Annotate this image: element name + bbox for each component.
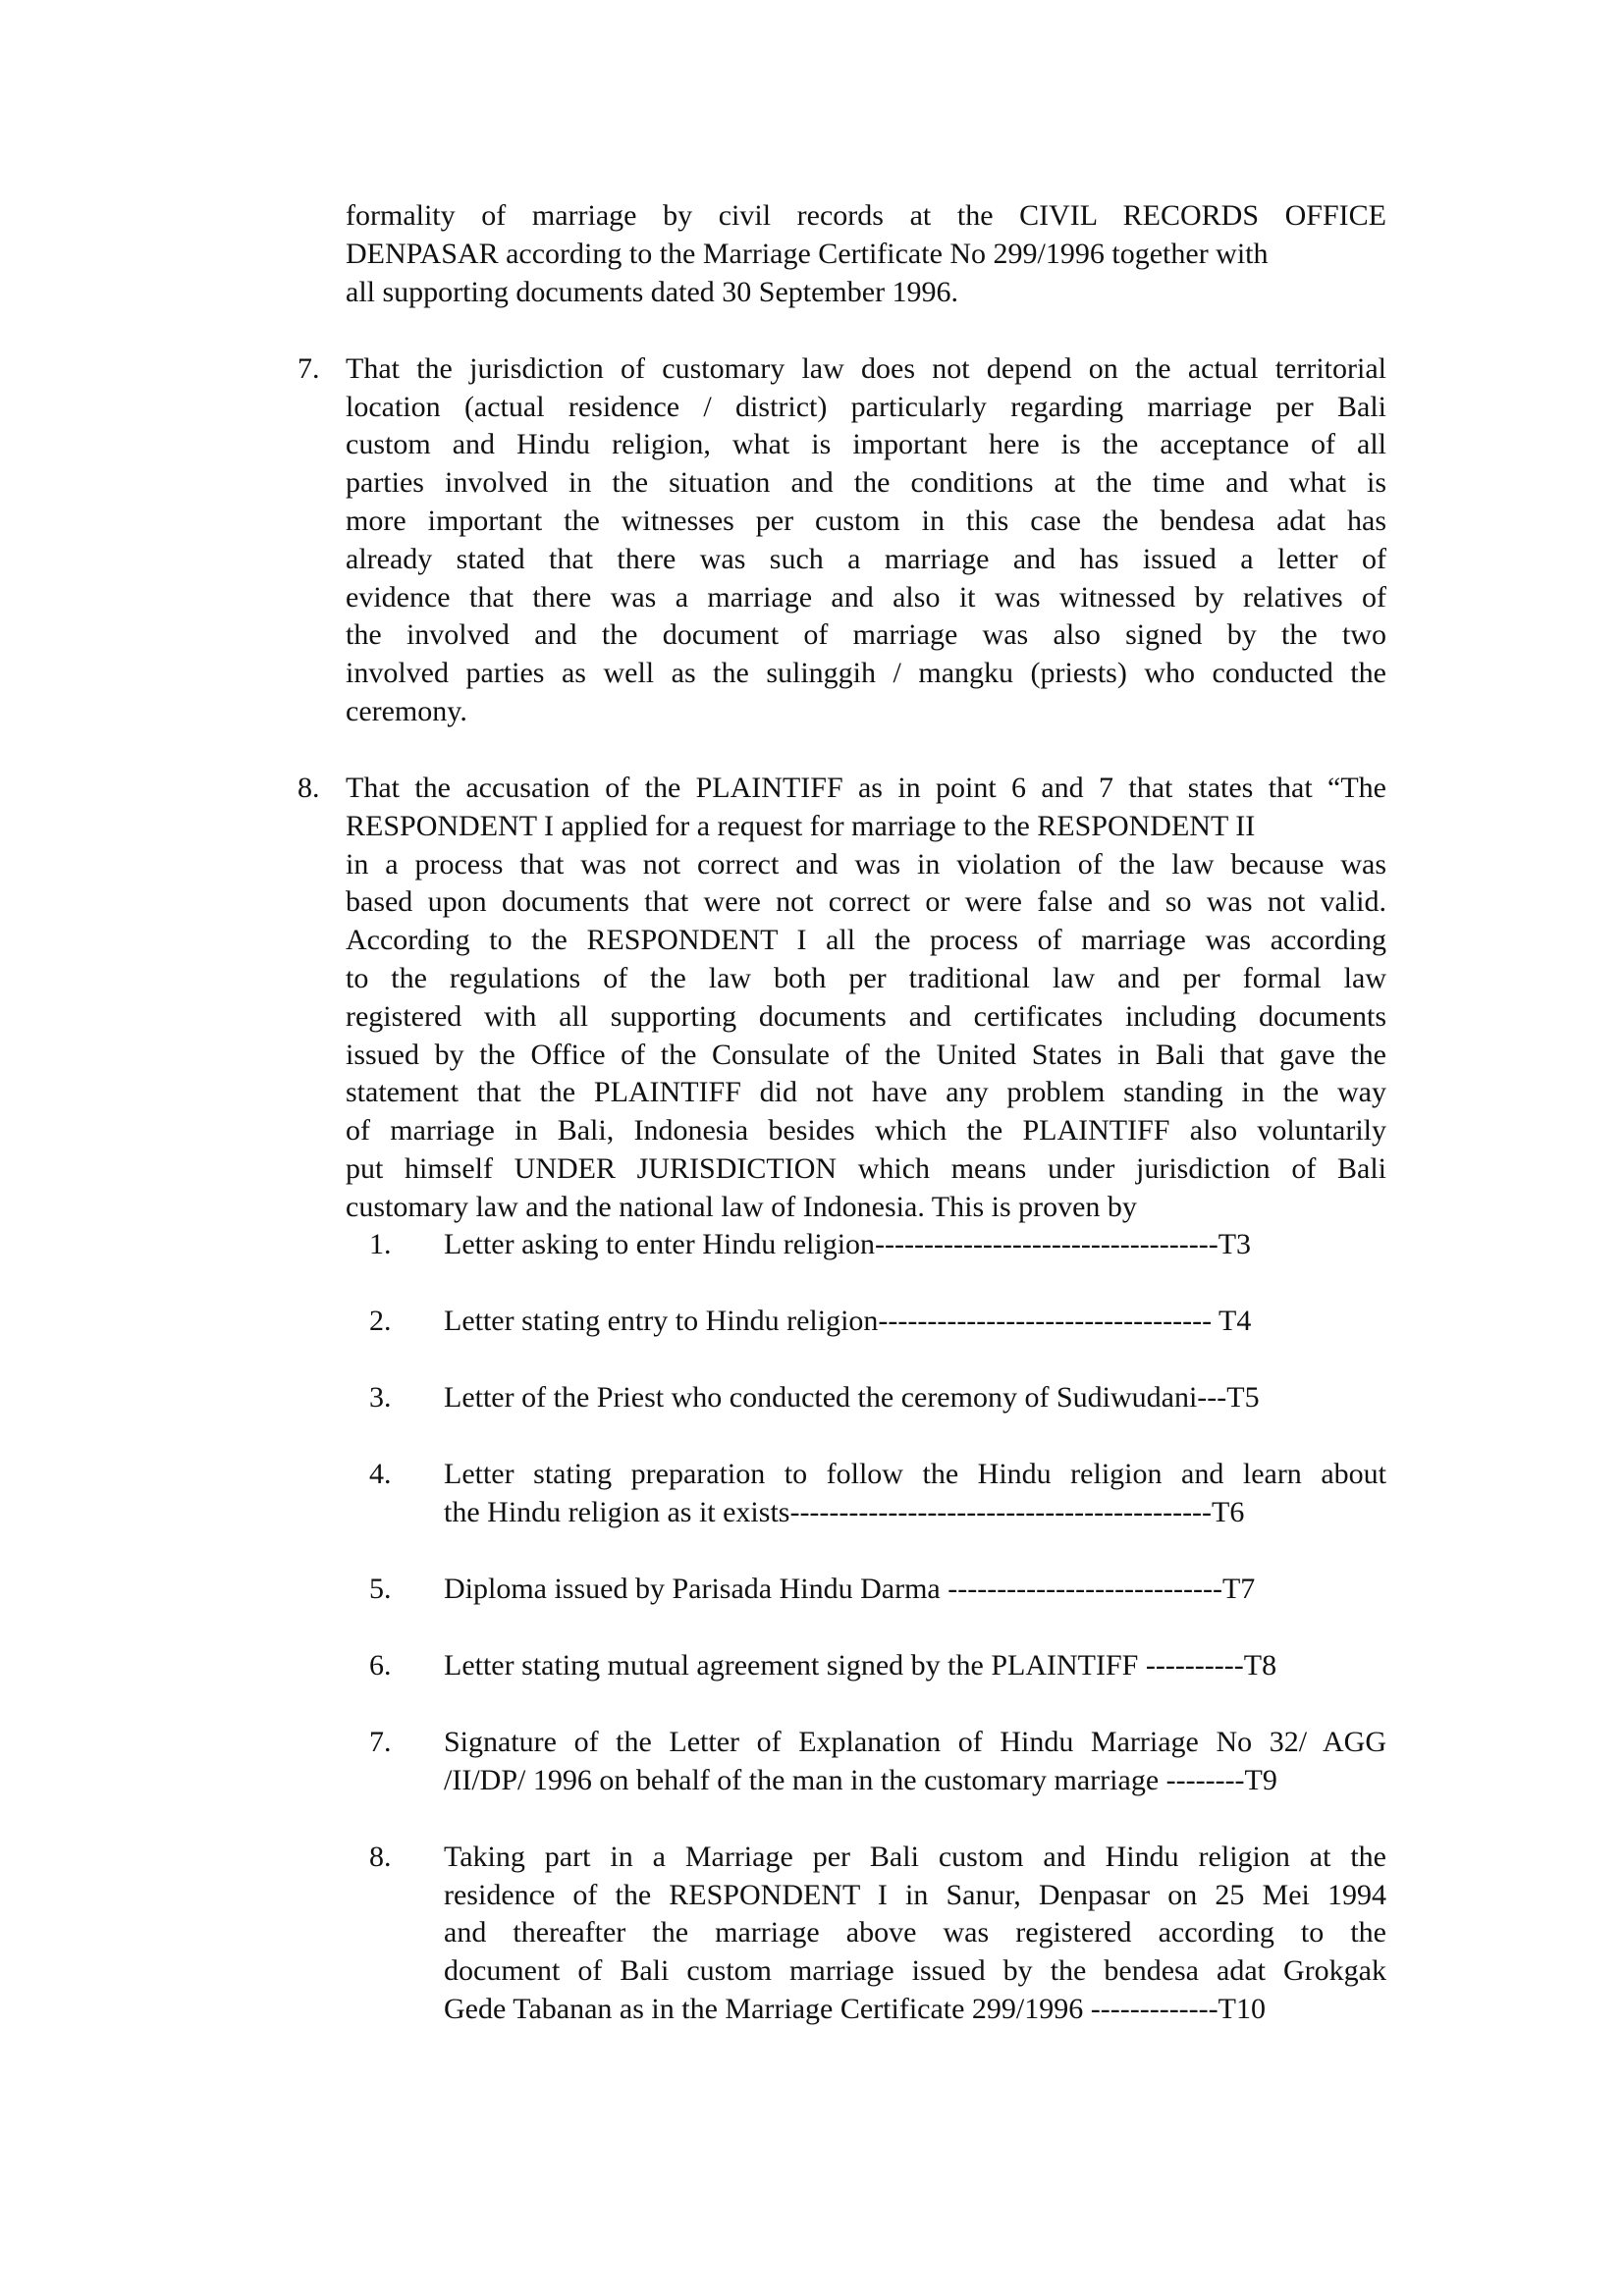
evidence-item: the Hindu religion as it exists-------------------------------------------T6	[444, 1496, 1245, 1528]
evidence-item: Letter of the Priest who conducted the ceremony of Sudiwudani---T5	[444, 1381, 1260, 1414]
evidence-number: 7.	[369, 1726, 392, 1758]
point-8-line: issued by the Office of the Consulate of the United States in Bali that gave the	[346, 1039, 1386, 1071]
point-8-line: registered with all supporting documents and certificates including documents	[346, 1000, 1386, 1033]
point-8-line: in a process that was not correct and was in violation of the law because was	[346, 848, 1386, 881]
point-8-number: 8.	[298, 772, 320, 804]
point-8-line: put himself UNDER JURISDICTION which means under jurisdiction of Bali	[346, 1152, 1386, 1185]
point-7-line: involved parties as well as the sulinggih / mangku (priests) who conducted the	[346, 657, 1386, 689]
point-8-line: customary law and the national law of Indonesia. This is proven by	[346, 1191, 1137, 1223]
point-7-line: evidence that there was a marriage and also it was witnessed by relatives of	[346, 581, 1386, 614]
point-7-line: That the jurisdiction of customary law does not depend on the actual territorial	[346, 352, 1386, 385]
evidence-number: 5.	[369, 1573, 392, 1605]
evidence-item: Letter asking to enter Hindu religion-----------------------------------T3	[444, 1228, 1252, 1260]
paragraph-line: all supporting documents dated 30 September 1996.	[346, 276, 959, 308]
evidence-number: 4.	[369, 1458, 392, 1490]
point-7-line: location (actual residence / district) particularly regarding marriage per Bali	[346, 391, 1386, 423]
evidence-item: Gede Tabanan as in the Marriage Certificate 299/1996 -------------T10	[444, 1993, 1266, 2025]
point-8-line: to the regulations of the law both per traditional law and per formal law	[346, 962, 1386, 994]
evidence-item: residence of the RESPONDENT I in Sanur, Denpasar on 25 Mei 1994	[444, 1879, 1386, 1911]
evidence-item: Letter stating mutual agreement signed by the PLAINTIFF ----------T8	[444, 1649, 1277, 1682]
evidence-number: 1.	[369, 1228, 392, 1260]
point-7-line: the involved and the document of marriage was also signed by the two	[346, 618, 1386, 651]
point-7-number: 7.	[298, 352, 320, 385]
evidence-item: Signature of the Letter of Explanation of Hindu Marriage No 32/ AGG	[444, 1726, 1386, 1758]
point-8-line: That the accusation of the PLAINTIFF as in point 6 and 7 that states that “The	[346, 772, 1386, 804]
evidence-number: 8.	[369, 1841, 392, 1873]
evidence-item: Diploma issued by Parisada Hindu Darma ----------------------------T7	[444, 1573, 1256, 1605]
point-8-line: RESPONDENT I applied for a request for marriage to the RESPONDENT II	[346, 810, 1256, 842]
evidence-item: and thereafter the marriage above was registered according to the	[444, 1916, 1386, 1949]
evidence-number: 6.	[369, 1649, 392, 1682]
point-7-line: parties involved in the situation and the conditions at the time and what is	[346, 466, 1386, 499]
point-8-line: of marriage in Bali, Indonesia besides which the PLAINTIFF also voluntarily	[346, 1114, 1386, 1147]
point-7-line: custom and Hindu religion, what is important here is the acceptance of all	[346, 428, 1386, 460]
evidence-number: 2.	[369, 1305, 392, 1337]
evidence-item: Letter stating entry to Hindu religion---------------------------------- T4	[444, 1305, 1252, 1337]
evidence-item: Letter stating preparation to follow the Hindu religion and learn about	[444, 1458, 1386, 1490]
paragraph-line: formality of marriage by civil records at the CIVIL RECORDS OFFICE	[346, 199, 1386, 232]
point-8-line: based upon documents that were not correct or were false and so was not valid.	[346, 885, 1386, 918]
point-8-line: statement that the PLAINTIFF did not have any problem standing in the way	[346, 1076, 1386, 1108]
evidence-item: document of Bali custom marriage issued by the bendesa adat Grokgak	[444, 1954, 1386, 1987]
evidence-number: 3.	[369, 1381, 392, 1414]
point-7-line: ceremony.	[346, 695, 467, 727]
evidence-item: Taking part in a Marriage per Bali custom and Hindu religion at the	[444, 1841, 1386, 1873]
point-7-line: more important the witnesses per custom in this case the bendesa adat has	[346, 505, 1386, 537]
point-7-line: already stated that there was such a marriage and has issued a letter of	[346, 543, 1386, 575]
paragraph-line: DENPASAR according to the Marriage Certificate No 299/1996 together with	[346, 238, 1269, 270]
evidence-item: /II/DP/ 1996 on behalf of the man in the customary marriage --------T9	[444, 1764, 1277, 1796]
point-8-line: According to the RESPONDENT I all the process of marriage was according	[346, 924, 1386, 956]
